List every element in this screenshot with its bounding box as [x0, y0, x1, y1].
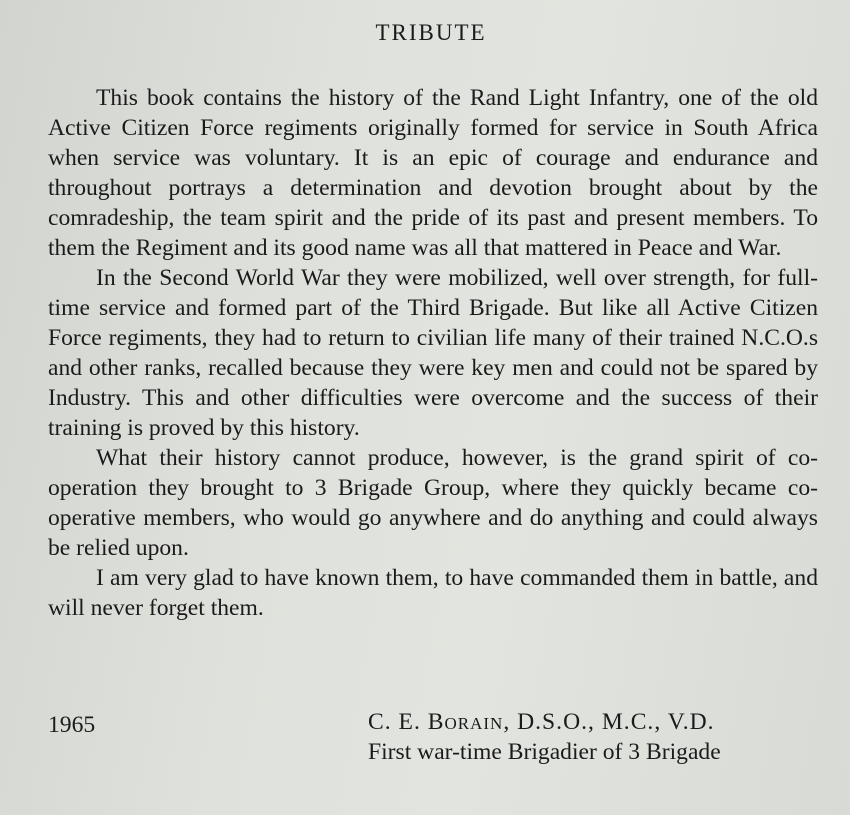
paragraph-4: I am very glad to have known them, to have commanded them in battle, and will never forget them.: [48, 565, 818, 621]
paragraph-2: In the Second World War they were mobilized, well over strength, for full-time service and formed part of the Third Brigade. But like all Active Citizen Force regiments, they had to return to civilian life many of their trained N.C.O.s and other ranks, recalled because they were key men and could not be spared by Industry. This and other difficulties were overcome and the success of their training is proved by this history.: [48, 265, 818, 441]
paragraph-3: What their history cannot produce, however, is the grand spirit of co-operation they brought to 3 Brigade Group, where they quickly became co-operative members, who would go anywhere and do anything and could always be relied upon.: [48, 445, 818, 561]
signatory-initials: C. E.: [368, 709, 428, 735]
signatory-role: First war-time Brigadier of 3 Brigade: [368, 739, 721, 765]
signatory-surname: Borain: [427, 709, 504, 735]
signatory-honours: , D.S.O., M.C., V.D.: [503, 709, 715, 735]
signature-block: [368, 707, 721, 767]
signatory-name: [368, 707, 721, 737]
date-year: 1965: [48, 712, 96, 738]
page-title: TRIBUTE: [375, 20, 487, 45]
tribute-body: [48, 83, 818, 623]
paragraph-1: This book contains the history of the Rand Light Infantry, one of the old Active Citizen Force regiments originally formed for service in South Africa when service was voluntary. It is an epic of courage and endurance and throughout portrays a determination and devotion brought about by the comradeship, the team spirit and the pride of its past and present members. To them the Regiment and its good name was all that mattered in Peace and War.: [48, 85, 818, 261]
